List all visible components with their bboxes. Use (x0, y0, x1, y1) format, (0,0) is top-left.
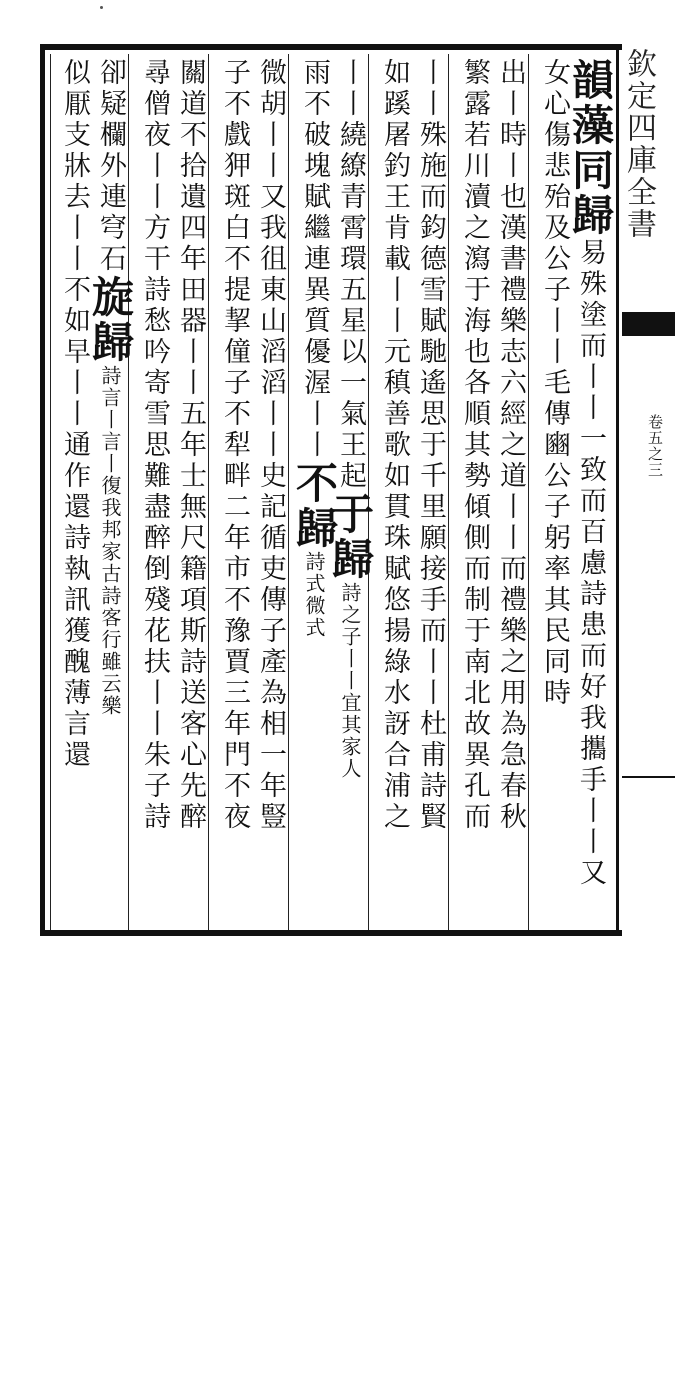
column-note: 詩式微式 (302, 551, 326, 639)
column-text: 雨不破塊賦繼連異質優渥丨丨 (299, 58, 330, 461)
text-column (492, 58, 528, 926)
fish-tail-mark (622, 312, 675, 336)
headword (8, 213, 57, 303)
column-text (17, 1232, 48, 1387)
column-rule (50, 54, 51, 930)
margin-volume-label: 卷五之三 (646, 414, 664, 478)
column-note: 詩言丨言丨復我邦家古詩客行雖云樂 (98, 365, 122, 717)
column-text: 繁露若川瀆之瀉于海也各順其勢傾側而制于南北故異孔而 (459, 58, 490, 833)
column-rule (128, 54, 129, 930)
column-text: 出丨時丨也漢書禮樂志六經之道丨丨而禮樂之用為急春秋 (495, 58, 526, 833)
column-text: 卻疑欄外連穹石 (95, 58, 126, 275)
column-text: 丨丨殊施而鈞德雪賦馳遙思于千里願接手而丨丨杜甫詩賢 (415, 58, 446, 833)
text-column (136, 58, 172, 926)
speck-mark (100, 6, 103, 9)
column-rule (208, 54, 209, 930)
headword: 旋歸 (86, 275, 135, 365)
text-column (376, 58, 412, 926)
text-column (412, 58, 448, 926)
text-column (56, 58, 92, 926)
text-column (216, 58, 252, 926)
text-column (290, 58, 339, 926)
text-column (536, 58, 572, 926)
headword: 韻藻同歸 (566, 58, 615, 238)
text-column (86, 58, 135, 926)
column-note (20, 1188, 44, 1232)
column-text: 女心傷悲殆及公子丨丨毛傳豳公子躬率其民同時 (539, 58, 570, 709)
column-rule (448, 54, 449, 930)
column-note: 詩之子丨丨宜其家人 (338, 582, 362, 780)
column-text: 尋僧夜丨丨方干詩愁吟寄雪思難盡醉倒殘花扶丨丨朱子詩 (139, 58, 170, 833)
column-text: 丨丨繞繚青霄環五星以一氣王起 (335, 58, 366, 492)
fish-tail-lower-rule (622, 776, 675, 778)
column-rule (288, 54, 289, 930)
column-text (17, 58, 48, 213)
column-text: 微胡丨丨又我徂東山滔滔丨丨史記循吏傳子產為相一年豎 (255, 58, 286, 833)
column-text: 似厭支牀去丨丨不如早丨丨通作還詩執訊獲醜薄言還 (59, 58, 90, 771)
column-text: 子不戲狎斑白不提挈僮子不犁畔二年市不豫賈三年門不夜 (219, 58, 250, 833)
text-column (566, 58, 615, 926)
column-rule (528, 54, 529, 930)
column-text: 關道不拾遺四年田器丨丨五年士無尺籍項斯詩送客心先醉 (175, 58, 206, 833)
column-text: 如蹊屠釣王肯載丨丨元稹善歌如貫珠賦悠揚綠水訝合浦之 (379, 58, 410, 833)
column-note (20, 303, 44, 633)
margin-book-title: 欽定四庫全書 (621, 48, 656, 240)
text-column (456, 58, 492, 926)
headword: 不歸 (290, 461, 339, 551)
text-column (172, 58, 208, 926)
column-text (17, 633, 48, 1098)
column-text: 易殊塗而丨丨一致而百慮詩患而好我攜手丨丨又 (575, 238, 606, 889)
headword: 于歸 (326, 492, 375, 582)
text-column (252, 58, 288, 926)
headword (8, 1098, 57, 1188)
